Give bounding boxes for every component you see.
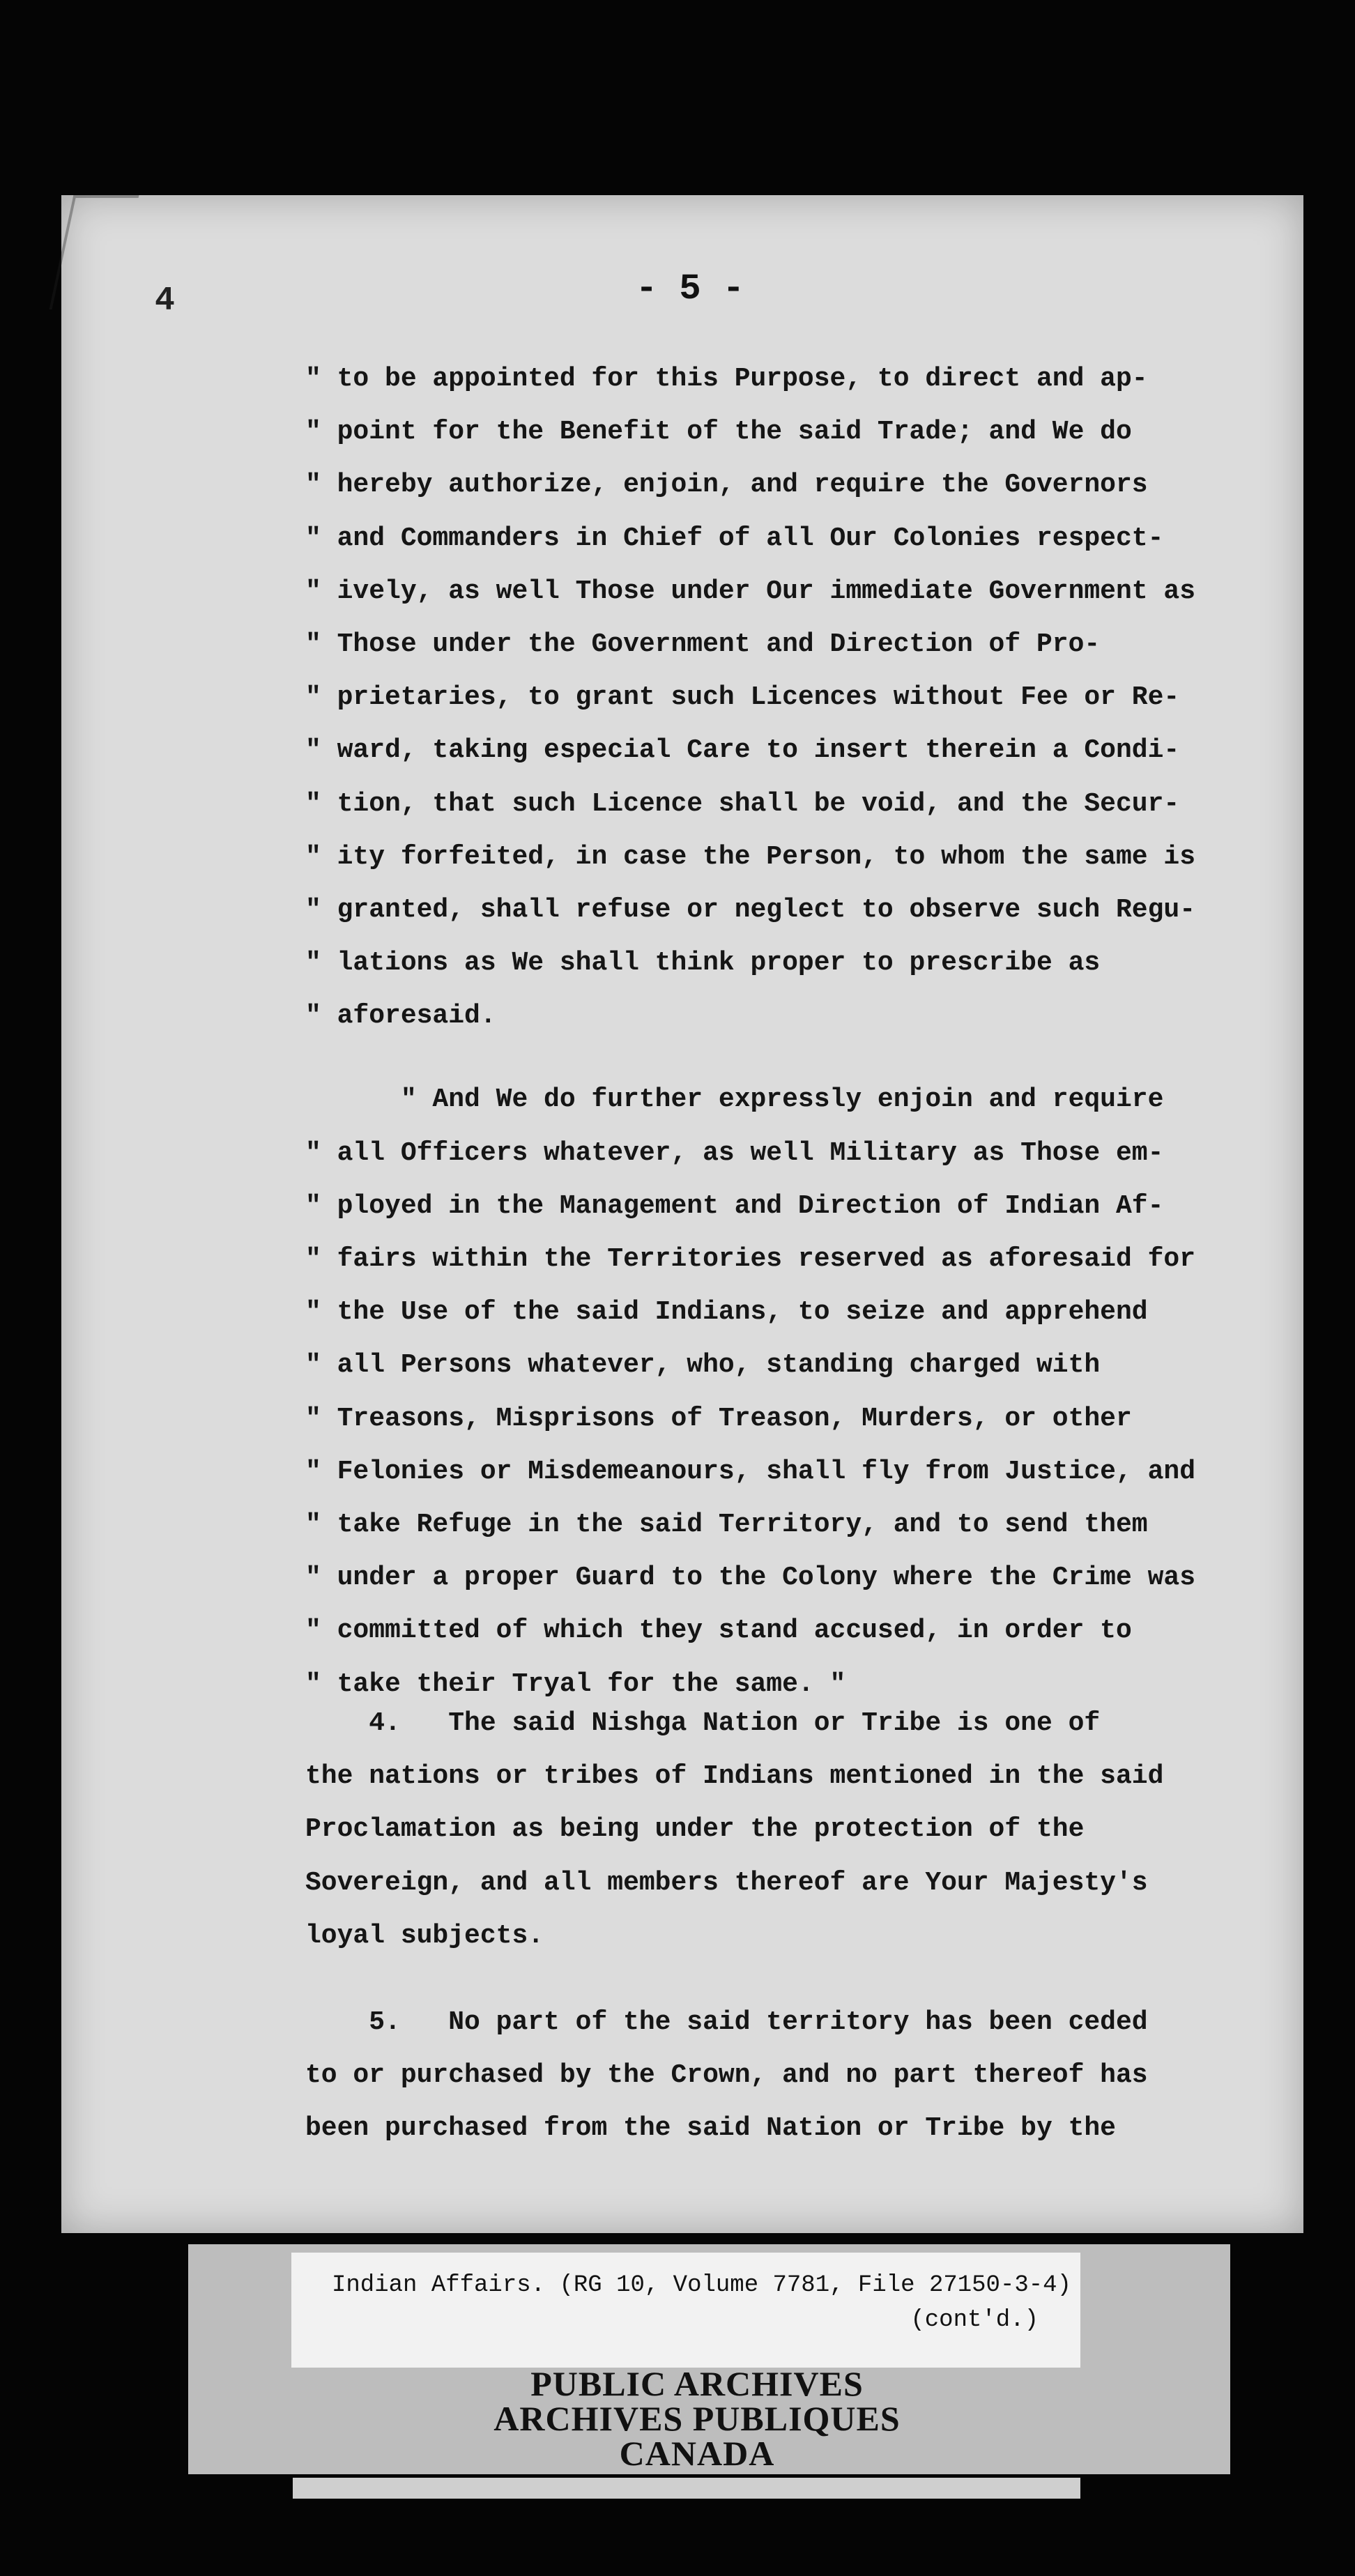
text-line: " committed of which they stand accused, in order to bbox=[305, 1616, 1132, 1646]
text-line: to or purchased by the Crown, and no part thereof has bbox=[305, 2060, 1148, 2091]
text-line: " under a proper Guard to the Colony where the Crime was bbox=[305, 1563, 1196, 1593]
text-line: Sovereign, and all members thereof are Your Majesty's bbox=[305, 1867, 1148, 1898]
proclamation-paragraph-2 bbox=[305, 1073, 1239, 1710]
text-line: " fairs within the Territories reserved as aforesaid for bbox=[305, 1244, 1196, 1274]
text-line: 4. The said Nishga Nation or Tribe is one of bbox=[305, 1708, 1101, 1738]
stamp-line: PUBLIC ARCHIVES bbox=[530, 2364, 864, 2403]
text-line: been purchased from the said Nation or Tribe by the bbox=[305, 2113, 1116, 2144]
text-line: " Those under the Government and Direction of Pro- bbox=[305, 629, 1101, 659]
text-line: 5. No part of the said territory has been ceded bbox=[305, 2007, 1148, 2037]
public-archives-stamp bbox=[488, 2366, 906, 2471]
archive-reference-label bbox=[291, 2253, 1080, 2368]
text-line: " hereby authorize, enjoin, and require the Governors bbox=[305, 470, 1148, 500]
text-line: " and Commanders in Chief of all Our Colonies respect- bbox=[305, 523, 1164, 553]
text-line: loyal subjects. bbox=[305, 1920, 544, 1951]
label-strip bbox=[293, 2478, 1080, 2499]
text-line: " all Officers whatever, as well Military as Those em- bbox=[305, 1137, 1164, 1168]
text-line: " prietaries, to grant such Licences without Fee or Re- bbox=[305, 682, 1180, 713]
text-line: " Felonies or Misdemeanours, shall fly from Justice, and bbox=[305, 1456, 1196, 1487]
text-line: the nations or tribes of Indians mentioned in the said bbox=[305, 1761, 1164, 1792]
text-line: " to be appointed for this Purpose, to direct and ap- bbox=[305, 364, 1148, 394]
document-body bbox=[305, 353, 1239, 1745]
text-line: " ployed in the Management and Direction of Indian Af- bbox=[305, 1190, 1164, 1221]
text-line: " take their Tryal for the same. " bbox=[305, 1669, 846, 1699]
stamp-line: CANADA bbox=[619, 2434, 775, 2473]
proclamation-paragraph-1 bbox=[305, 353, 1239, 1043]
archive-continued-note: (cont'd.) bbox=[910, 2307, 1039, 2333]
text-line: " all Persons whatever, who, standing charged with bbox=[305, 1350, 1101, 1381]
numbered-paragraphs-block bbox=[305, 1697, 1225, 2156]
text-line: " point for the Benefit of the said Trade; and We do bbox=[305, 417, 1132, 447]
text-line: " the Use of the said Indians, to seize and apprehend bbox=[305, 1297, 1148, 1328]
text-line: " Treasons, Misprisons of Treason, Murders, or other bbox=[305, 1403, 1132, 1434]
text-line: " granted, shall refuse or neglect to observe such Regu- bbox=[305, 894, 1196, 925]
text-line: " tion, that such Licence shall be void, and the Secur- bbox=[305, 788, 1180, 819]
paragraph-4-body bbox=[305, 1697, 1225, 1963]
text-line: " take Refuge in the said Territory, and to send them bbox=[305, 1509, 1148, 1540]
stamp-line: ARCHIVES PUBLIQUES bbox=[493, 2399, 901, 2438]
text-line: Proclamation as being under the protection of the bbox=[305, 1814, 1085, 1845]
text-line: " ward, taking especial Care to insert therein a Condi- bbox=[305, 735, 1180, 766]
text-line: " ively, as well Those under Our immediate Government as bbox=[305, 576, 1196, 606]
text-line: " lations as We shall think proper to prescribe as bbox=[305, 948, 1101, 979]
text-line: " aforesaid. bbox=[305, 1001, 496, 1032]
page-mark: 4 bbox=[155, 282, 175, 320]
text-line: " ity forfeited, in case the Person, to whom the same is bbox=[305, 841, 1196, 872]
page-number: - 5 - bbox=[635, 268, 745, 309]
text-line: " And We do further expressly enjoin and require bbox=[305, 1084, 1164, 1115]
paragraph-5-body bbox=[305, 1996, 1225, 2156]
archive-reference-line: Indian Affairs. (RG 10, Volume 7781, File 27150-3-4) bbox=[332, 2272, 1071, 2299]
